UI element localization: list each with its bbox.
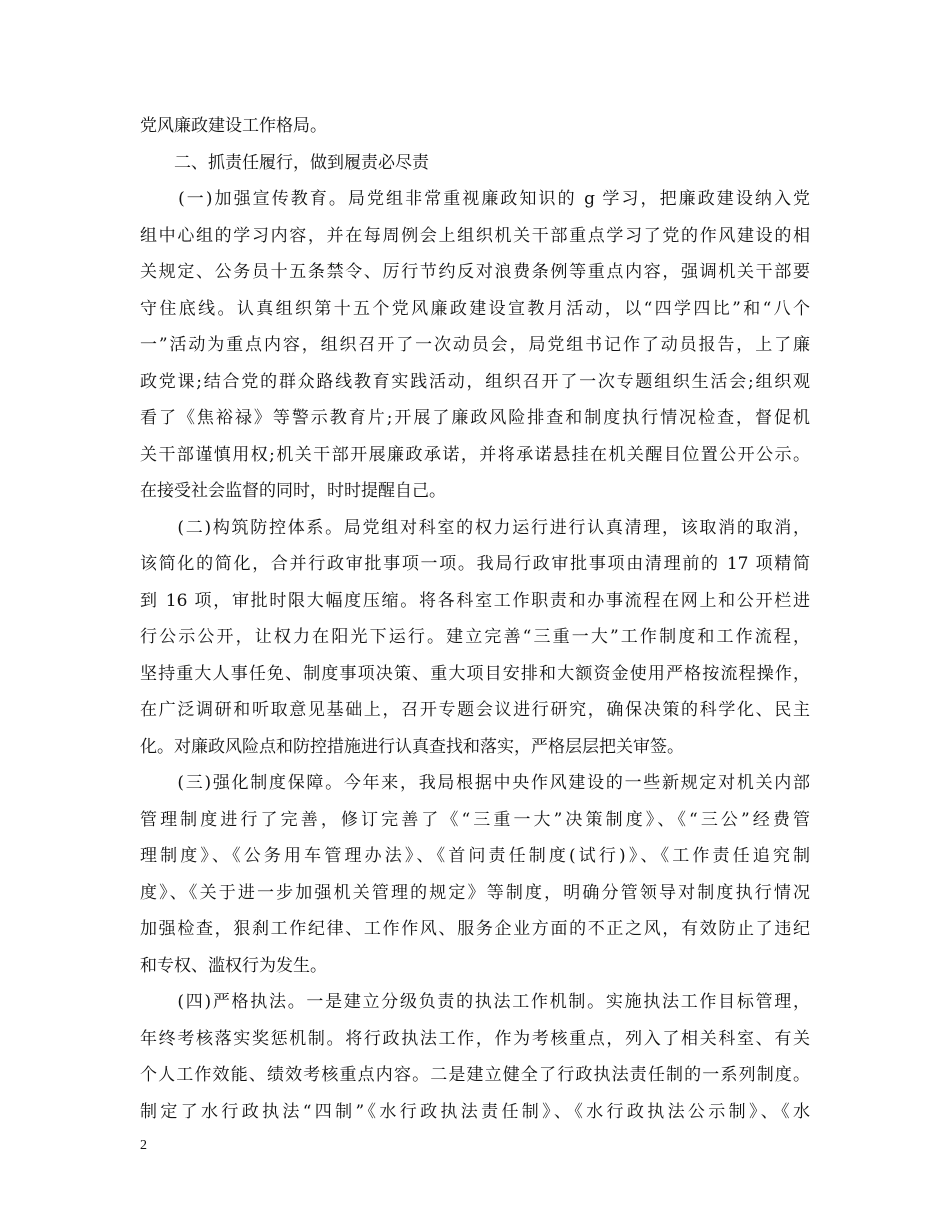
text-line: 管理制度进行了完善，修订完善了《“三重一大”决策制度》、《“三公”经费管 xyxy=(140,809,810,830)
text-line: 组中心组的学习内容，并在每周例会上组织机关干部重点学习了党的作风建设的相 xyxy=(140,225,810,246)
text-line: 该简化的简化，合并行政审批事项一项。我局行政审批事项由清理前的 17 项精简 xyxy=(140,554,810,574)
text-line: 一”活动为重点内容，组织召开了一次动员会，局党组书记作了动员报告，上了廉 xyxy=(140,335,810,355)
document-body xyxy=(140,108,810,1130)
text-line: 和专权、滥权行为发生。 xyxy=(140,955,327,976)
section-heading: 二、抓责任履行，做到履责必尽责 xyxy=(140,152,429,173)
text-line: 理制度》、《公务用车管理办法》、《首问责任制度(试行)》、《工作责任追究制 xyxy=(140,846,810,866)
text-line: 关规定、公务员十五条禁令、厉行节约反对浪费条例等重点内容，强调机关干部要 xyxy=(140,262,810,282)
text-line: 守住底线。认真组织第十五个党风廉政建设宣教月活动，以“四学四比”和“八个 xyxy=(140,298,810,319)
page-number: 2 xyxy=(140,1138,147,1153)
text-line: 制定了水行政执法“四制”《水行政执法责任制》、《水行政执法公示制》、《水 xyxy=(140,1101,810,1122)
text-line: 个人工作效能、绩效考核重点内容。二是建立健全了行政执法责任制的一系列制度。 xyxy=(140,1065,810,1085)
text-line: 坚持重大人事任免、制度事项决策、重大项目安排和大额资金使用严格按流程操作， xyxy=(140,663,810,684)
text-line: 在接受社会监督的同时，时时提醒自己。 xyxy=(140,481,446,501)
text-line: 党风廉政建设工作格局。 xyxy=(140,116,327,136)
text-line: 年终考核落实奖惩机制。将行政执法工作，作为考核重点，列入了相关科室、有关 xyxy=(140,1028,810,1049)
text-line: 度》、《关于进一步加强机关管理的规定》等制度，明确分管领导对制度执行情况 xyxy=(140,882,810,903)
text-line: 到 16 项，审批时限大幅度压缩。将各科室工作职责和办事流程在网上和公开栏进 xyxy=(140,590,810,611)
text-line: (三)强化制度保障。今年来，我局根据中央作风建设的一些新规定对机关内部 xyxy=(140,773,810,793)
text-line: 行公示公开，让权力在阳光下运行。建立完善“三重一大”工作制度和工作流程， xyxy=(140,627,810,647)
text-line: (一)加强宣传教育。局党组非常重视廉政知识的 g 学习，把廉政建设纳入党 xyxy=(140,189,810,209)
text-line: 关干部谨慎用权;机关干部开展廉政承诺，并将承诺悬挂在机关醒目位置公开公示。 xyxy=(140,444,810,465)
text-line: 加强检查，狠刹工作纪律、工作作风、服务企业方面的不正之风，有效防止了违纪 xyxy=(140,919,810,939)
text-line: (二)构筑防控体系。局党组对科室的权力运行进行认真清理，该取消的取消， xyxy=(140,517,810,538)
text-line: 看了《焦裕禄》等警示教育片;开展了廉政风险排查和制度执行情况检查，督促机 xyxy=(140,408,810,428)
text-line: 化。对廉政风险点和防控措施进行认真查找和落实，严格层层把关审签。 xyxy=(140,736,684,757)
text-line: (四)严格执法。一是建立分级负责的执法工作机制。实施执法工作目标管理， xyxy=(140,992,810,1012)
text-line: 在广泛调研和听取意见基础上，召开专题会议进行研究，确保决策的科学化、民主 xyxy=(140,700,810,720)
text-line: 政党课;结合党的群众路线教育实践活动，组织召开了一次专题组织生活会;组织观 xyxy=(140,371,810,392)
